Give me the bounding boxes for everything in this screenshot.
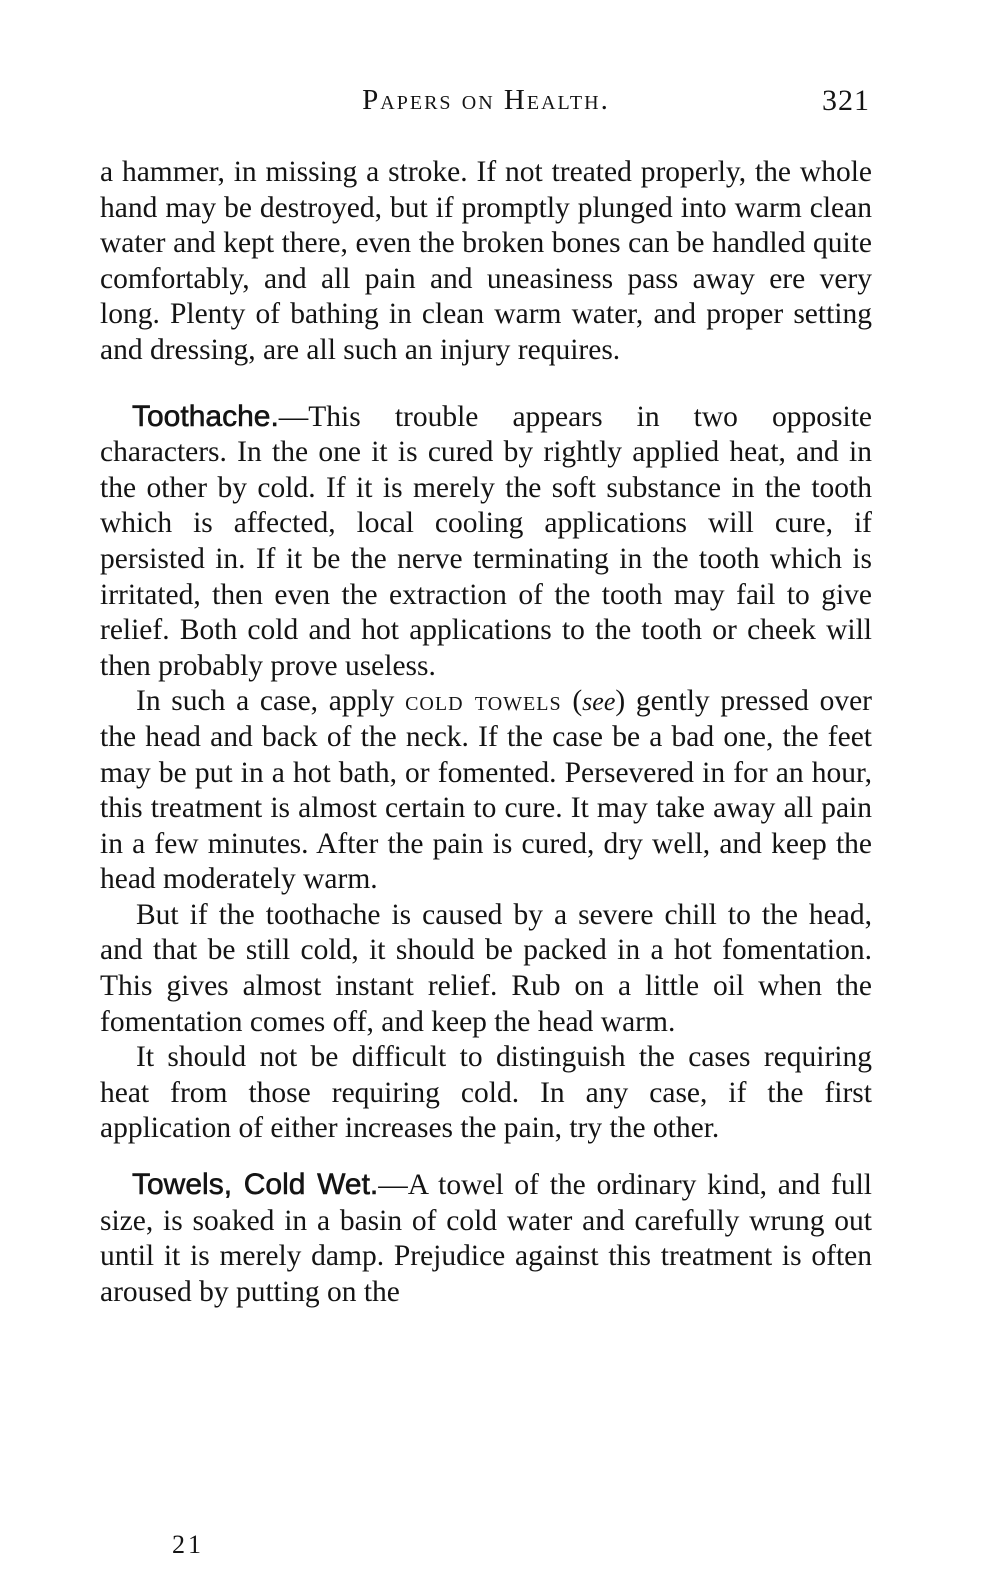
entry-heading-toothache: Toothache. <box>132 399 279 433</box>
cross-reference-cold-towels: cold towels <box>405 686 562 718</box>
towels-text: —A towel of the ordinary kind, and full size, is soaked in a basin of cold water and carefully wrung out until it is merely damp. Prejudice against this treatment is often aroused by putting on the <box>100 1169 873 1308</box>
paragraph-towels <box>100 1167 872 1310</box>
body-text <box>100 155 872 1310</box>
book-page <box>100 0 872 1576</box>
running-head <box>100 84 872 124</box>
printer-signature-mark: 21 <box>172 1530 204 1559</box>
cold-towels-open-paren: ( <box>561 685 583 718</box>
paragraph-cold-towels <box>100 684 872 898</box>
running-title: Papers on Health. <box>362 84 610 116</box>
paragraph-distinguish: It should not be difficult to distinguish the cases requiring heat from those requiring cold. In any case, if the first application of either increases the pain, try the other. <box>100 1041 872 1145</box>
paragraph-hand-injury: a hammer, in missing a stroke. If not treated properly, the whole hand may be destroyed, but if promptly plunged into warm clean water and kept there, even the broken bones can be handled quite comfortably, and all pain and uneasiness pass away ere very long. Plenty of bathing in clean warm water, and proper setting and dressing, are all such an injury requires. <box>100 156 872 366</box>
cold-towels-text-before: In such a case, apply <box>136 685 406 718</box>
page-number: 321 <box>822 84 870 117</box>
cross-reference-see: see <box>582 687 616 717</box>
toothache-text: —This trouble appears in two opposite characters. In the one it is cured by rightly applied heat, and in the other by cold. If it is merely the soft substance in the tooth which is affected, local cooling applications will cure, if persisted in. If it be the nerve terminating in the tooth which is irritated, then even the extraction of the tooth may fail to give relief. Both cold and hot applications to the tooth or cheek will then probably prove useless. <box>100 400 872 682</box>
entry-heading-towels: Towels, Cold Wet. <box>132 1168 379 1202</box>
paragraph-chill: But if the toothache is caused by a severe chill to the head, and that be still cold, it should be packed in a hot fomentation. This gives almost instant relief. Rub on a little oil when the fomentation comes off, and keep the head warm. <box>100 898 872 1038</box>
cold-towels-text-after: ) gently pressed over the head and back of the neck. If the case be a bad one, the feet may be put in a hot bath, or fomented. Persevered in for an hour, this treatment is almost certain to cure. It may take away all pain in a few minutes. After the pain is cured, dry well, and keep the head moderately warm. <box>100 685 872 896</box>
paragraph-toothache <box>100 399 872 685</box>
